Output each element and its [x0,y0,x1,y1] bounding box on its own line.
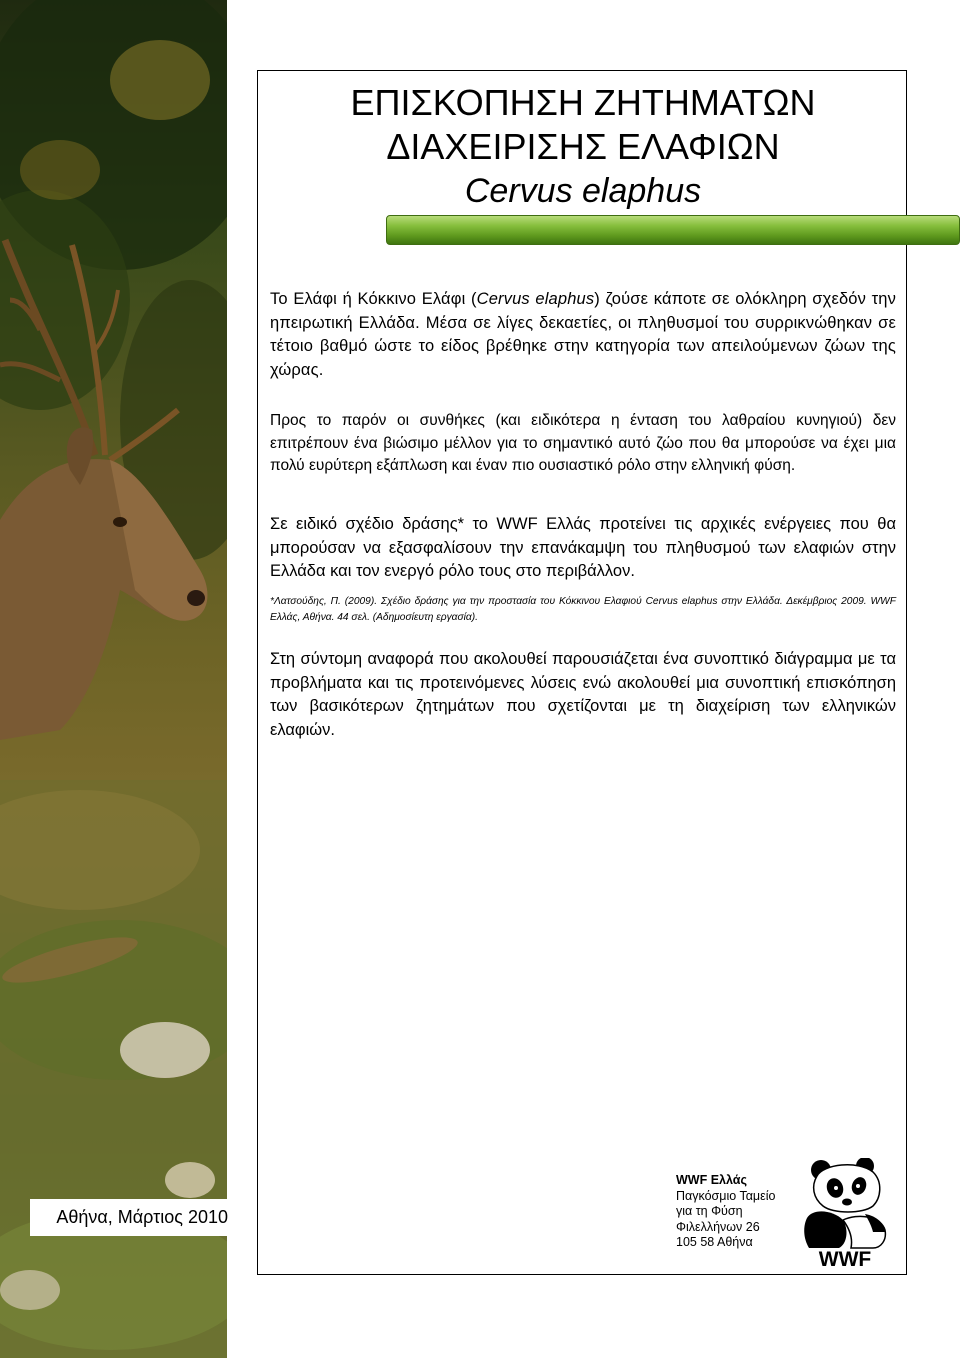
conditions-paragraph: Προς το παρόν οι συνθήκες (και ειδικότερα η ένταση του λαθραίου κυνηγιού) δεν επιτρέπουν ένα βιώσιμο μέλλον για το σημαντικό αυτό ζώο που θα μπορούσε να έχει μια πολύ ευρύτερη εξάπλωση και έναν πιο ουσιαστικό ρόλο στην ελληνική φύση. [270,412,896,474]
summary-paragraph: Στη σύντομη αναφορά που ακολουθεί παρουσιάζεται ένα συνοπτικό διάγραμμα με τα προβλήματα και τις προτεινόμενες λύσεις ενώ ακολουθεί μια συνοπτική επισκόπηση των βασικότερων ζητημάτων που σχετίζονται με τη διαχείριση των ελληνικών ελαφιών. [270,650,896,739]
title-line-2: ΔΙΑΧΕΙΡΙΣΗΣ ΕΛΑΦΙΩΝ [386,126,780,167]
organization-address [676,1173,775,1251]
title-species: Cervus elaphus [464,172,702,210]
intro-paragraph [270,288,896,382]
wwf-panda-logo [803,1158,887,1270]
intro-text-start: Το Ελάφι ή Κόκκινο Ελάφι ( [270,290,477,308]
organization-line-1: Παγκόσμιο Ταμείο [676,1188,776,1203]
title-line-1: ΕΠΙΣΚΟΠΗΣΗ ΖΗΤΗΜΑΤΩΝ [350,82,816,123]
intro-text-end: ) ζούσε κάποτε σε ολόκληρη σχεδόν την ηπειρωτική Ελλάδα. Μέσα σε λίγες δεκαετίες, οι πληθυσμοί του συρρικνώθηκαν σε τέτοιο βαθμό ώστε το είδος βρέθηκε στην κατηγορία των απειλούμενων ζώων της χώρας. [270,290,897,379]
organization-postal: 105 58 Αθήνα [676,1235,753,1249]
organization-name: WWF Ελλάς [676,1173,747,1187]
action-plan-paragraph: Σε ειδικό σχέδιο δράσης* το WWF Ελλάς προτείνει τις αρχικές ενέργειες που θα μπορούσαν να εξασφαλίσουν την επανάκαμψη του πληθυσμού των ελαφιών στην Ελλάδα και τον ενεργό ρόλο τους στο περιβάλλον. [270,515,896,580]
organization-line-2: για τη Φύση [676,1204,743,1218]
intro-species-name: Cervus elaphus [476,290,595,308]
date-place [30,1199,230,1236]
cover-photo [0,0,227,1358]
page-title [258,81,908,213]
red-deer-stag-photo [0,0,227,1358]
accent-bar [386,215,960,245]
reference-note: *Λατσούδης, Π. (2009). Σχέδιο δράσης για την προστασία του Κόκκινου Ελαφιού Cervus elaphus στην Ελλάδα. Δεκέμβριος 2009. WWF Ελλάς, Αθήνα. 44 σελ. (Αδημοσίευτη εργασία). [270,596,896,623]
wwf-logo-text: WWF [818,1248,872,1270]
date-place-text: Αθήνα, Μάρτιος 2010 [56,1207,228,1227]
organization-street: Φιλελλήνων 26 [676,1219,760,1234]
